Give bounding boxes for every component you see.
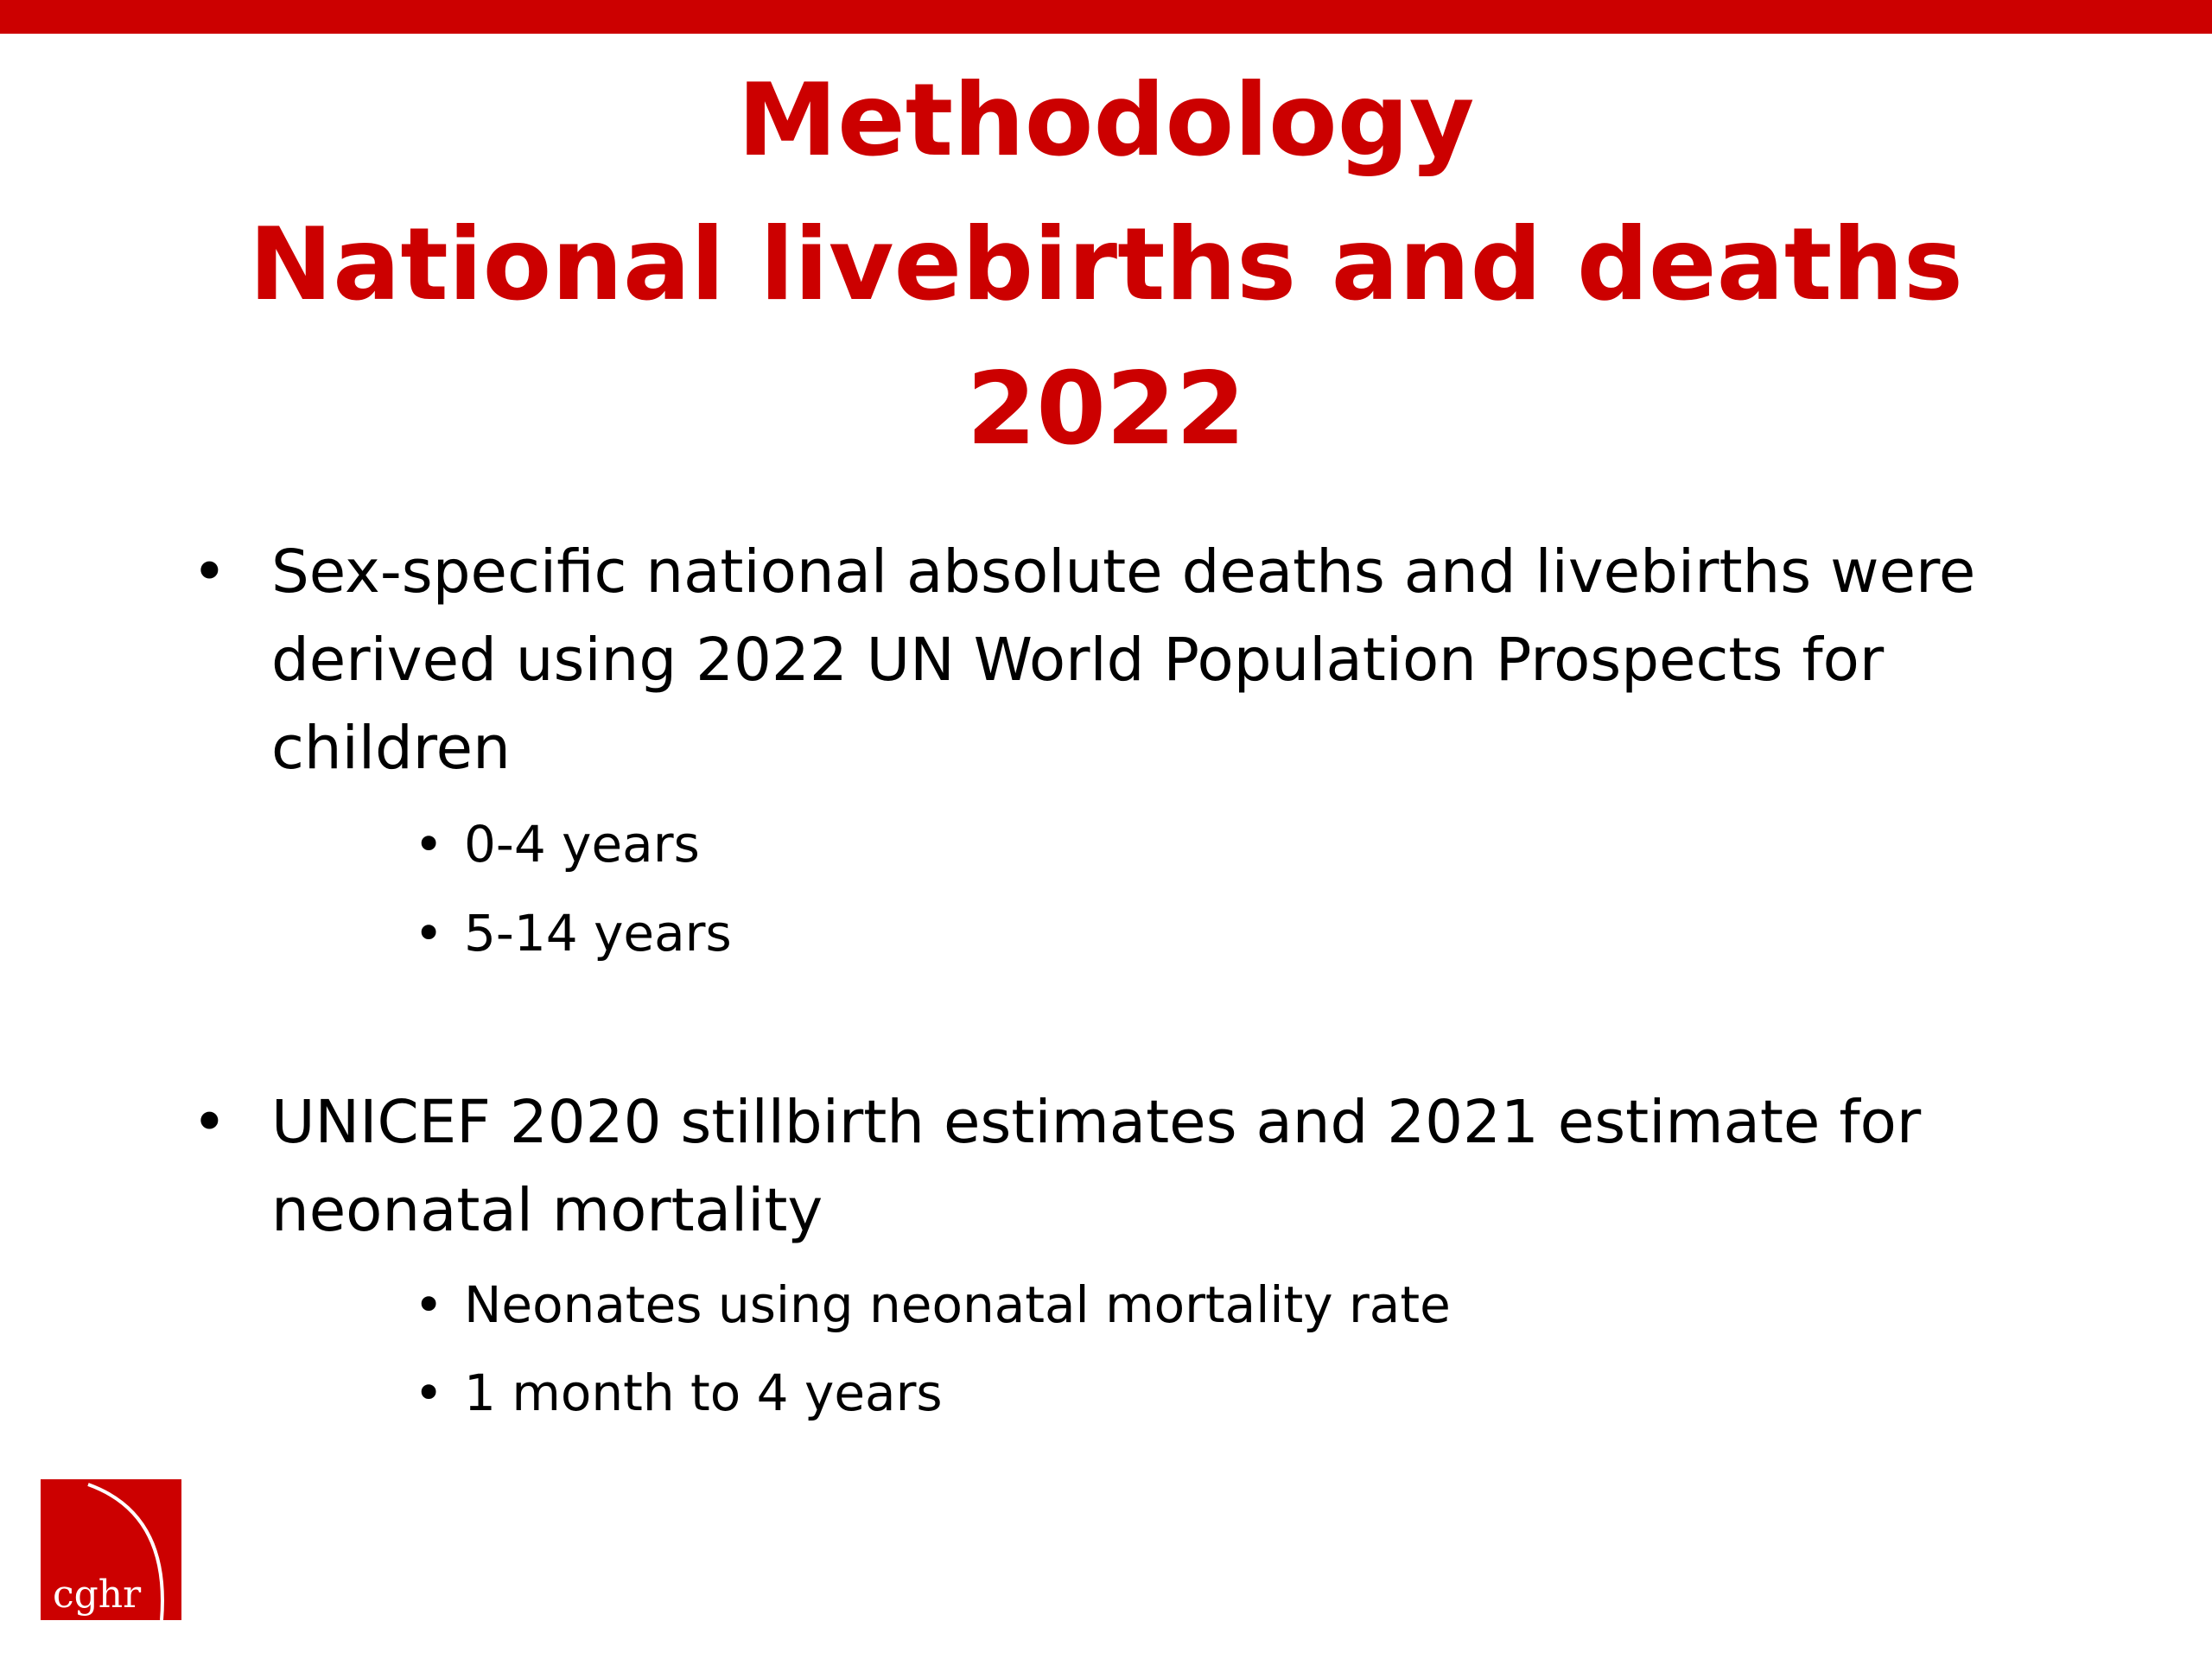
bullet-item: [192, 1078, 1999, 1255]
title-line-3: 2022: [966, 351, 1246, 467]
sub-bullet-text: 0-4 years: [464, 815, 700, 874]
bullet-item: [192, 528, 1999, 792]
sub-bullet-item: [414, 1261, 2106, 1349]
sub-bullet-item: [414, 889, 2106, 977]
sub-bullet-dot-icon: •: [414, 904, 444, 963]
cghr-logo: [41, 1479, 181, 1620]
sub-bullet-item: [414, 800, 2106, 888]
title-line-2: National livebirths and deaths: [249, 207, 1963, 323]
bullet-dot-icon: •: [192, 537, 227, 607]
bullet-text-line: derived using 2022 UN World Population Prospects for: [271, 626, 1885, 695]
bullet-text-line: Sex-specific national absolute deaths and livebirths were: [271, 537, 1976, 607]
sub-bullet-dot-icon: •: [414, 815, 444, 874]
title-line-1: Methodology: [737, 62, 1475, 179]
sub-bullet-text: 1 month to 4 years: [464, 1363, 943, 1422]
sub-bullet-dot-icon: •: [414, 1275, 444, 1334]
bullet-text-line: UNICEF 2020 stillbirth estimates and 2021 estimate for: [271, 1088, 1922, 1157]
logo-text: cghr: [53, 1573, 142, 1617]
sub-bullet-item: [414, 1349, 2106, 1437]
sub-bullet-text: 5-14 years: [464, 904, 732, 963]
bullet-text-line: neonatal mortality: [271, 1176, 823, 1245]
sub-bullet-text: Neonates using neonatal mortality rate: [464, 1275, 1451, 1334]
bullet-text-line: children: [271, 714, 511, 783]
sub-bullet-dot-icon: •: [414, 1363, 444, 1422]
bullet-dot-icon: •: [192, 1088, 227, 1157]
